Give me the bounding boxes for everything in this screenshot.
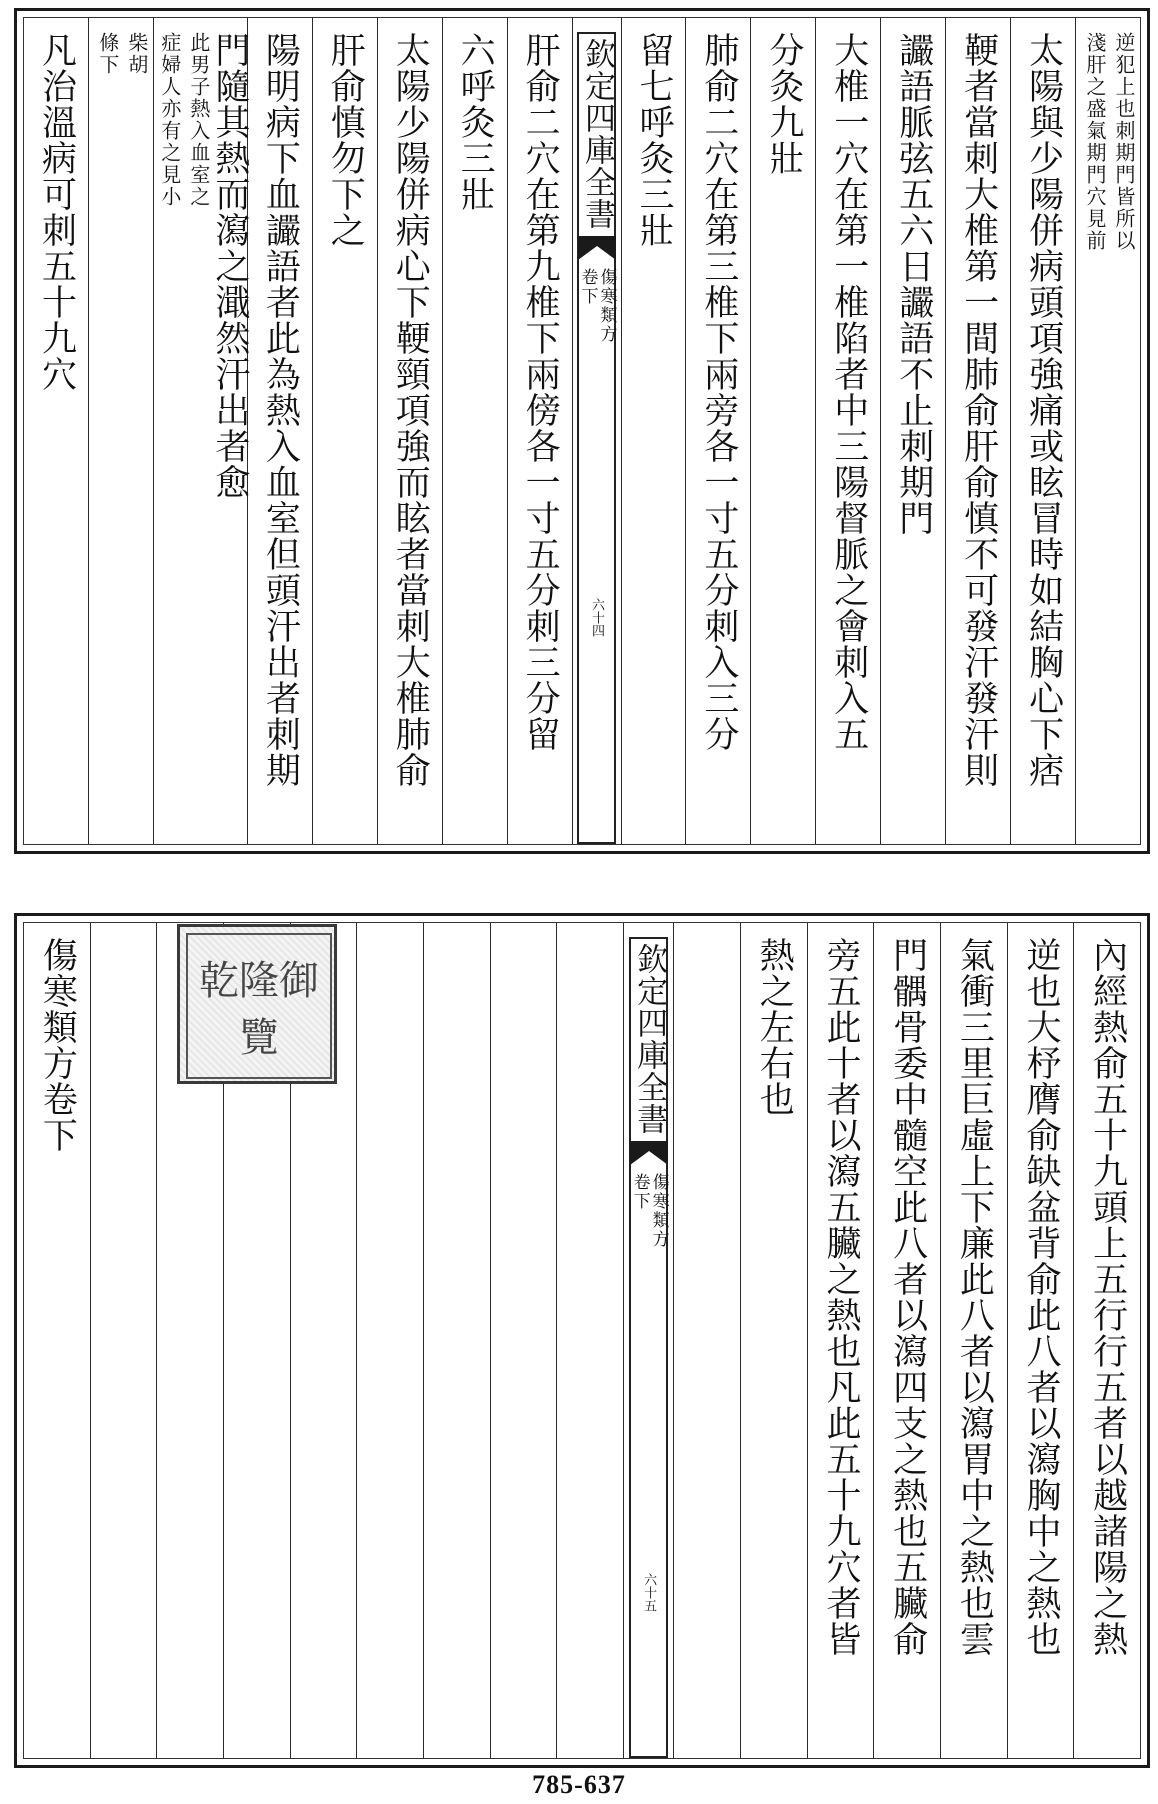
text-line: 大椎一穴在第一椎陷者中三陽督脈之會刺入五 [828, 32, 869, 752]
text-column [1073, 923, 1140, 1758]
chapter-label [579, 268, 615, 344]
commentary-note: 此男子熱入血室之 [186, 32, 211, 208]
text-line: 門隨其熱而瀉之濈然汗出者愈 [209, 32, 250, 500]
text-column [377, 18, 442, 844]
text-line: 六呼灸三壯 [455, 32, 496, 212]
chapter-label-line: 卷下 [577, 268, 598, 306]
text-column [621, 18, 686, 844]
text-line: 鞕者當刺大椎第一間肺俞肝俞慎不可發汗發汗則 [958, 32, 999, 788]
text-column [673, 923, 740, 1758]
folio-number: 六十四 [589, 598, 605, 637]
folio-number: 六十五 [641, 1573, 657, 1612]
center-margin-column [572, 18, 621, 844]
text-column [873, 923, 940, 1758]
text-column [740, 923, 807, 1758]
text-line: 太陽與少陽併病頭項強痛或眩冒時如結胸心下痞 [1023, 32, 1064, 788]
text-line: 傷寒類方卷下 [37, 937, 78, 1153]
upper-page [14, 8, 1150, 854]
text-line: 內經熱俞五十九頭上五行行五者以越諸陽之熱 [1087, 937, 1128, 1657]
seal-glyph: 覽 [239, 1015, 279, 1061]
text-column [24, 923, 90, 1758]
text-column [1010, 18, 1075, 844]
text-line: 讝語脈弦五六日讝語不止刺期門 [893, 32, 934, 536]
text-line: 旁五此十者以瀉五臟之熱也凡此五十九穴者皆 [820, 937, 861, 1657]
chapter-label-line: 傷寒類方 [596, 268, 617, 344]
text-column [490, 923, 557, 1758]
commentary-note: 症婦人亦有之見小 [157, 32, 182, 208]
text-column [356, 923, 423, 1758]
text-column [507, 18, 572, 844]
text-column [90, 923, 157, 1758]
text-line: 門髃骨委中髓空此八者以瀉四支之熱也五臟俞 [887, 937, 928, 1657]
text-column [1075, 18, 1140, 844]
text-line: 太陽少陽併病心下鞕頸項強而眩者當刺大椎肺俞 [390, 32, 431, 788]
text-column [750, 18, 815, 844]
page-reference-number: 785-637 [532, 1770, 626, 1799]
text-column [685, 18, 750, 844]
chapter-label [631, 1173, 667, 1249]
text-line: 凡治溫病可刺五十九穴 [36, 32, 77, 392]
text-column [940, 923, 1007, 1758]
text-column [24, 18, 88, 844]
text-line: 逆也大杼膺俞缺盆背俞此八者以瀉胸中之熱也 [1020, 937, 1061, 1657]
commentary-note: 逆犯上也刺期門皆所以 [1112, 32, 1137, 252]
text-column [88, 18, 153, 844]
text-line: 氣衝三里巨虛上下廉此八者以瀉胃中之熱也雲 [954, 937, 995, 1657]
chapter-label-line: 卷下 [629, 1173, 650, 1211]
text-column [423, 923, 490, 1758]
text-line: 陽明病下血讝語者此為熱入血室但頭汗出者刺期 [260, 32, 301, 788]
center-margin-column [623, 923, 673, 1758]
text-line: 肝俞慎勿下之 [325, 32, 366, 248]
lower-page [14, 913, 1150, 1768]
text-column [247, 18, 312, 844]
text-line: 留七呼灸三壯 [633, 32, 674, 248]
text-column [815, 18, 880, 844]
text-column [556, 923, 623, 1758]
text-column [807, 923, 874, 1758]
book-title: 欽定四庫全書 [629, 937, 668, 1758]
seal-glyph: 隆 [239, 958, 279, 1004]
imperial-seal-stamp [177, 924, 337, 1084]
text-column [945, 18, 1010, 844]
text-line: 肺俞二穴在第三椎下兩旁各一寸五分刺入三分 [698, 32, 739, 752]
commentary-note: 淺肝之盛氣期門穴見前 [1083, 32, 1108, 252]
commentary-note: 柴胡 [124, 32, 149, 76]
book-title: 欽定四庫全書 [577, 32, 616, 844]
upper-page-column-frame [23, 17, 1141, 845]
text-column [880, 18, 945, 844]
chapter-label-line: 傷寒類方 [648, 1173, 669, 1249]
text-line: 熱之左右也 [754, 937, 795, 1117]
commentary-note: 條下 [95, 32, 120, 76]
text-column [153, 18, 250, 844]
text-line: 肝俞二穴在第九椎下兩傍各一寸五分刺三分留 [520, 32, 561, 752]
fishtail-mark-icon [630, 1141, 668, 1165]
seal-glyph: 乾 [199, 958, 239, 1004]
text-column [312, 18, 377, 844]
seal-glyph: 御 [279, 958, 319, 1004]
text-column [1007, 923, 1074, 1758]
text-column [442, 18, 507, 844]
fishtail-mark-icon [578, 236, 616, 260]
seal-glyphs [186, 933, 332, 1079]
text-line: 分灸九壯 [763, 32, 804, 176]
